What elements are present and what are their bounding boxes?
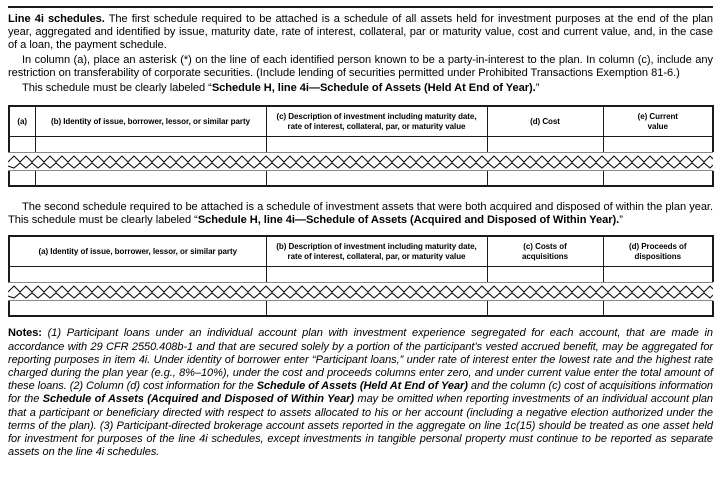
paragraph-column-a-instructions: In column (a), place an asterisk (*) on the line of each identified person known to be a party-in-interest to the plan. In column (c), include any restriction on transferability of corporate securities. (Include lending of securities permitted under Prohibited Transactions Exemption 81-6.) <box>8 54 713 79</box>
table2-header-col-b <box>266 236 487 267</box>
table2-tail-row[interactable] <box>9 301 713 316</box>
table2-header-col-c <box>487 236 603 267</box>
table1-cell-b[interactable] <box>35 137 266 153</box>
section-heading-inline: Line 4i schedules. <box>8 13 105 25</box>
table2-header-col-d-line2: dispositions <box>634 251 681 261</box>
notes-segment-1: (1) Participant loans under an individual account plan with investment experience segregated for each account, that are made in accordance with 29 CFR 2550.408b-1 and that are secured solely by a portion of the participant’s vested accrued benefit, may be aggregated for reporting purposes in item 4i. Under identity of borrower enter “Participant loans,” under rate of interest enter the lowest rate and the highest rate charged during the plan year (e.g., 8%–10%), under the cost and proceeds columns enter zero, and under current value enter the total amount of these loans. (2) Column (d) cost information for the <box>8 327 713 393</box>
table2-header-col-a: (a) Identity of issue, borrower, lessor, or similar party <box>9 236 266 267</box>
table2-header-col-b-line2: rate of interest, collateral, par, or maturity value <box>287 251 466 261</box>
table1-tail-row[interactable] <box>9 171 713 186</box>
spacer-before-notes <box>8 317 713 327</box>
table2-cell-b[interactable] <box>266 267 487 283</box>
schedule-label-held-bold: Schedule H, line 4i—Schedule of Assets (Held At End of Year). <box>211 82 536 94</box>
notes-segment-3: and the column (c) cost of acquisitions information for the <box>8 380 713 406</box>
table2-tail-cell-b[interactable] <box>266 301 487 316</box>
table-assets-held-end-of-year <box>8 105 714 152</box>
table2-tail-cell-a[interactable] <box>9 301 266 316</box>
table2-header-col-d-line1: (d) Proceeds of <box>629 242 687 252</box>
table1-tail-cell-e[interactable] <box>603 171 713 186</box>
table1-header-col-c-line1: (c) Description of investment including maturity date, <box>276 112 477 121</box>
paragraph-second-schedule <box>8 201 713 227</box>
label-suffix-acquired: ” <box>619 214 623 227</box>
table2-header-col-c-line2: acquisitions <box>521 251 569 261</box>
top-rule <box>8 6 713 8</box>
spacer-before-table-1 <box>8 95 713 105</box>
table-assets-held-end-of-year-tail <box>8 171 714 187</box>
table2-cell-a[interactable] <box>9 267 266 283</box>
paragraph-1-text: The first schedule required to be attached is a schedule of all assets held for investment purposes at the end of the plan year, aggregated and identified by issue, maturity date, rate of interest, collateral, par or maturity value, cost and current value, and, in the case of a loan, the payment schedule. <box>8 13 714 51</box>
table1-cell-a[interactable] <box>9 137 35 153</box>
schedule-label-acquired-bold: Schedule H, line 4i—Schedule of Assets (Acquired and Disposed of Within Year). <box>197 214 620 227</box>
table2-cell-d[interactable] <box>603 267 713 283</box>
table1-header-col-a: (a) <box>9 106 35 137</box>
label-suffix-held: ” <box>535 82 540 94</box>
spacer-after-table-1 <box>8 187 713 199</box>
table1-header-col-e-line2: value <box>647 121 668 131</box>
notes-segment-4-bold: Schedule of Assets (Acquired and Disposed of Within Year) <box>42 393 355 406</box>
table1-tail-cell-b[interactable] <box>35 171 266 186</box>
table2-header-col-b-line1: (b) Description of investment including maturity date, <box>276 242 477 252</box>
table1-tail-cell-a[interactable] <box>9 171 35 186</box>
table2-header-row <box>9 236 713 267</box>
table1-tail-cell-c[interactable] <box>266 171 487 186</box>
label-prefix-acquired: The second schedule required to be attached is a schedule of investment assets that were both acquired and disposed of within the plan year. This schedule must be clearly labeled “ <box>8 201 713 227</box>
table2-tail-cell-d[interactable] <box>603 301 713 316</box>
table2-blank-row[interactable] <box>9 267 713 283</box>
notes-label: Notes: <box>8 327 42 340</box>
table1-continuation-zigzag <box>8 152 713 171</box>
notes-segment-5: may be omitted when reporting investments of an individual account plan that a participant or beneficiary directed with respect to assets allocated to his or her account (including a negative election authorized under the terms of the plan). (3) Participant-directed brokerage account assets reported in the aggregate on line 1c(15) should be treated as one asset held for investment for purposes of the line 4i schedules, except investments in tangible personal property must continue to be reported as separate assets on the line 4i schedules. <box>8 393 713 459</box>
table2-cell-c[interactable] <box>487 267 603 283</box>
notes-block <box>8 327 713 459</box>
notes-segment-2-bold: Schedule of Assets (Held At End of Year) <box>256 380 468 393</box>
paragraph-line4i-schedules <box>8 13 713 52</box>
table-assets-acquired-disposed <box>8 235 714 282</box>
table1-header-col-c <box>266 106 487 137</box>
table1-header-col-e <box>603 106 713 137</box>
table1-header-col-b: (b) Identity of issue, borrower, lessor, or similar party <box>35 106 266 137</box>
table2-header-col-d <box>603 236 713 267</box>
table1-blank-row[interactable] <box>9 137 713 153</box>
table1-header-col-c-line2: rate of interest, collateral, par, or maturity value <box>287 121 466 131</box>
table2-header-col-c-line1: (c) Costs of <box>523 242 567 252</box>
table-assets-acquired-disposed-tail <box>8 301 714 317</box>
table1-header-col-e-line1: (e) Current <box>637 112 678 121</box>
spacer-before-table-2 <box>8 227 713 235</box>
table2-tail-cell-c[interactable] <box>487 301 603 316</box>
table1-cell-c[interactable] <box>266 137 487 153</box>
table1-header-col-d: (d) Cost <box>487 106 603 137</box>
label-prefix-held: This schedule must be clearly labeled “ <box>22 82 212 94</box>
table1-tail-cell-d[interactable] <box>487 171 603 186</box>
table1-cell-e[interactable] <box>603 137 713 153</box>
table2-continuation-zigzag <box>8 282 713 301</box>
table1-cell-d[interactable] <box>487 137 603 153</box>
table1-header-row <box>9 106 713 137</box>
paragraph-schedule-label-held <box>8 82 713 95</box>
